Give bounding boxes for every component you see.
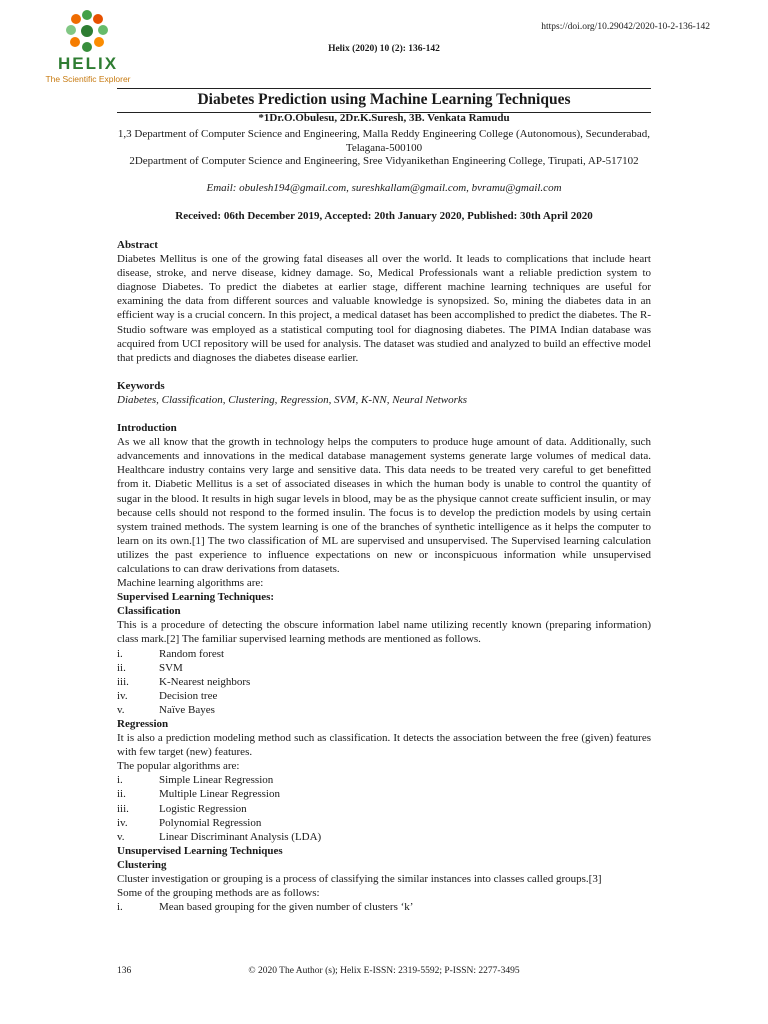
keywords-heading: Keywords <box>117 379 165 392</box>
clustering-heading: Clustering <box>117 858 167 871</box>
clustering-intro: Some of the grouping methods are as follows: <box>117 887 320 900</box>
list-item: i. Random forest <box>117 647 225 660</box>
classification-text: This is a procedure of detecting the obscure information label name utilizing recently known (preparing information) class mark.[2] The familiar supervised learning methods are mentioned as follows. <box>117 619 651 646</box>
keywords-text: Diabetes, Classification, Clustering, Regression, SVM, K-NN, Neural Networks <box>117 393 468 406</box>
introduction-text: As we all know that the growth in technology helps the computers to produce huge amount of data. Additionally, such advancements and innovations in the medical database management systems generate large volumes of medical data. Healthcare industry contains very large and sensitive data. This data needs to be treated very careful to get benefitted from it. Diabetic Mellitus is a set of associated diseases in which the human body is unable to control the quantity of sugar in the blood. It results in high sugar levels in blood, may be as the physique cannot create sufficient insulin, or may because cells should not respond to the formed insulin. The focus is to develop the prediction models by using certain system trained methods. The system learning is one of the branches of synthetic intelligence as it helps the computer to learn on its own.[1] The two classification of ML are supervised and unsupervised. The Supervised learning calculation utilizes the past experience to influence expectations on new or inconspicuous information while unsupervised calculations to can draw derivations from datasets. <box>117 436 651 575</box>
copyright-notice: © 2020 The Author (s); Helix E-ISSN: 2319-5592; P-ISSN: 2277-3495 <box>248 966 520 976</box>
author-list: *1Dr.O.Obulesu, 2Dr.K.Suresh, 3B. Venkata Ramudu <box>258 112 510 124</box>
affiliation-2: 2Department of Computer Science and Engineering, Sree Vidyanikethan Engineering College, Tirupati, AP-517102 <box>129 155 639 167</box>
publication-dates: Received: 06th December 2019, Accepted: 20th January 2020, Published: 30th April 2020 <box>175 210 593 222</box>
regression-intro: The popular algorithms are: <box>117 760 240 773</box>
regression-heading: Regression <box>117 718 169 730</box>
affiliation-1: 1,3 Department of Computer Science and Engineering, Malla Reddy Engineering College (Autonomous), Secunderabad, Telagana-500100 <box>117 128 651 154</box>
logo-tagline: The Scientific Explorer <box>45 74 131 84</box>
list-item: iv. Decision tree <box>117 689 218 702</box>
supervised-heading: Supervised Learning Techniques: <box>117 591 275 604</box>
abstract-text: Diabetes Mellitus is one of the growing fatal diseases all over the world. It leads to complications that include heart disease, stroke, and nerve disease, kidney damage. So, Medical Professionals want a reliable prediction system to diagnose Diabetes. To predict the diabetes at earlier stage, different machine learning techniques are useful for examining the data from different sources and valuable knowledge is synopsized. So, mining the diabetes data in an efficient way is a crucial concern. In this project, a medical dataset has been accomplished to predict the diabetes. The R-Studio software was employed as a statistical computing tool for diagnosing diabetes. The PIMA Indian database was acquired from UCI repository will be used for analysis. The dataset was studied and analyzed to build an effective model that predicts and diagnoses the diabetes disease earlier. <box>117 253 651 364</box>
list-item: i. Simple Linear Regression <box>117 774 274 787</box>
journal-citation: Helix (2020) 10 (2): 136-142 <box>328 44 440 54</box>
list-item: ii. Multiple Linear Regression <box>117 788 280 801</box>
classification-list <box>117 647 651 717</box>
list-item: iii. K-Nearest neighbors <box>117 675 251 688</box>
paper-body <box>117 238 651 914</box>
classification-heading: Classification <box>117 605 181 618</box>
doi-link[interactable]: https://doi.org/10.29042/2020-10-2-136-142 <box>541 22 710 32</box>
list-item: iv. Polynomial Regression <box>117 816 262 829</box>
author-emails: Email: obulesh194@gmail.com, sureshkallam@gmail.com, bvramu@gmail.com <box>206 182 562 194</box>
list-item: i. Mean based grouping for the given number of clusters ‘k’ <box>117 901 414 914</box>
list-item: v. Naïve Bayes <box>117 703 215 716</box>
clustering-list <box>117 900 651 914</box>
paper-title: Diabetes Prediction using Machine Learning Techniques <box>197 91 571 108</box>
list-item: ii. SVM <box>117 661 183 674</box>
title-rule-top <box>117 88 651 89</box>
ml-algorithms-line: Machine learning algorithms are: <box>117 577 264 590</box>
list-item: iii. Logistic Regression <box>117 802 247 815</box>
page-number: 136 <box>117 966 132 976</box>
introduction-heading: Introduction <box>117 422 177 435</box>
list-item: v. Linear Discriminant Analysis (LDA) <box>117 830 322 843</box>
regression-text: It is also a prediction modeling method such as classification. It detects the association between the free (given) features with few target (new) features. <box>117 732 651 759</box>
clustering-text: Cluster investigation or grouping is a process of classifying the similar instances into classes called groups.[3] <box>117 873 602 886</box>
regression-list <box>117 773 651 843</box>
logo-name: HELIX <box>57 54 119 73</box>
unsupervised-heading: Unsupervised Learning Techniques <box>117 844 283 857</box>
abstract-heading: Abstract <box>117 239 158 251</box>
